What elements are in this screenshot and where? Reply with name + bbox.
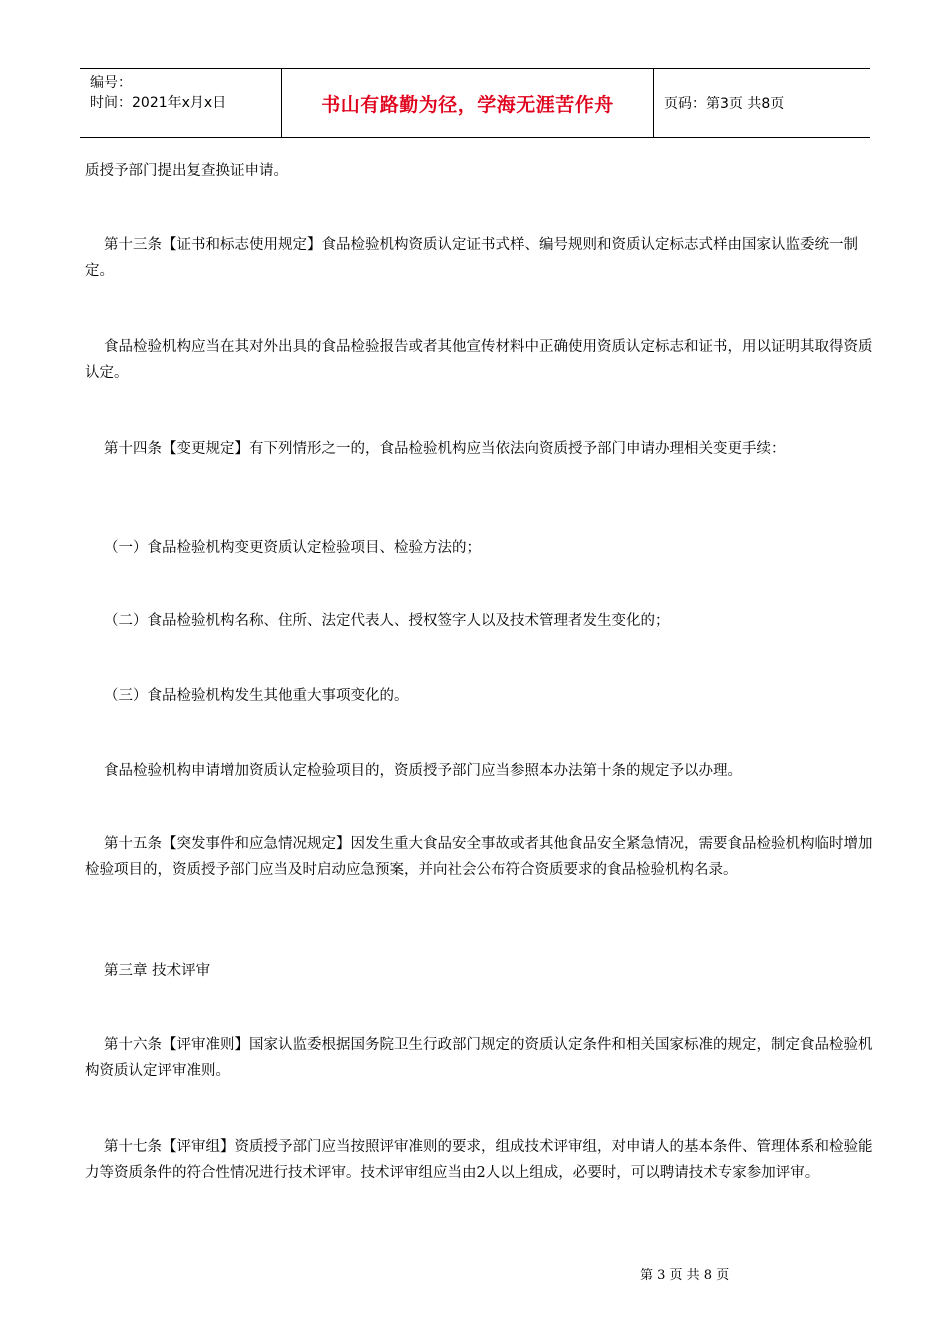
paragraph-article-13: 第十三条【证书和标志使用规定】食品检验机构资质认定证书式样、编号规则和资质认定标志式样由国家认监委统一制定。 <box>85 237 858 279</box>
list-item-1: （一）食品检验机构变更资质认定检验项目、检验方法的； <box>104 540 481 556</box>
list-item-2: （二）食品检验机构名称、住所、法定代表人、授权签字人以及技术管理者发生变化的； <box>104 613 670 629</box>
page-footer: 第 3 页 共 8 页 <box>640 1268 730 1283</box>
header-number: 编号： <box>90 75 132 91</box>
paragraph-sign-usage: 食品检验机构应当在其对外出具的食品检验报告或者其他宣传材料中正确使用资质认定标志和证书，用以证明其取得资质认定。 <box>85 339 873 381</box>
chapter-heading: 第三章 技术评审 <box>104 963 211 979</box>
header-page-info: 页码：第3页 共8页 <box>664 96 785 112</box>
paragraph-article-17: 第十七条【评审组】资质授予部门应当按照评审准则的要求，组成技术评审组，对申请人的基本条件、管理体系和检验能力等资质条件的符合性情况进行技术评审。技术评审组应当由2人以上组成，必要时，可以聘请技术专家参加评审。 <box>85 1139 873 1181</box>
header-motto: 书山有路勤为径，学海无涯苦作舟 <box>282 69 654 137</box>
list-item-3: （三）食品检验机构发生其他重大事项变化的。 <box>104 688 409 704</box>
paragraph-add-items: 食品检验机构申请增加资质认定检验项目的，资质授予部门应当参照本办法第十条的规定予以办理。 <box>104 763 742 779</box>
paragraph-article-14: 第十四条【变更规定】有下列情形之一的，食品检验机构应当依法向资质授予部门申请办理相关变更手续： <box>104 441 786 457</box>
paragraph-0: 质授予部门提出复查换证申请。 <box>85 163 288 179</box>
paragraph-article-16: 第十六条【评审准则】国家认监委根据国务院卫生行政部门规定的资质认定条件和相关国家标准的规定，制定食品检验机构资质认定评审准则。 <box>85 1037 873 1079</box>
header-meta <box>80 69 282 137</box>
paragraph-article-15: 第十五条【突发事件和应急情况规定】因发生重大食品安全事故或者其他食品安全紧急情况，需要食品检验机构临时增加检验项目的，资质授予部门应当及时启动应急预案，并向社会公布符合资质要求的食品检验机构名录。 <box>85 836 873 878</box>
header-time: 时间：2021年x月x日 <box>90 95 227 111</box>
page-header <box>80 68 870 138</box>
